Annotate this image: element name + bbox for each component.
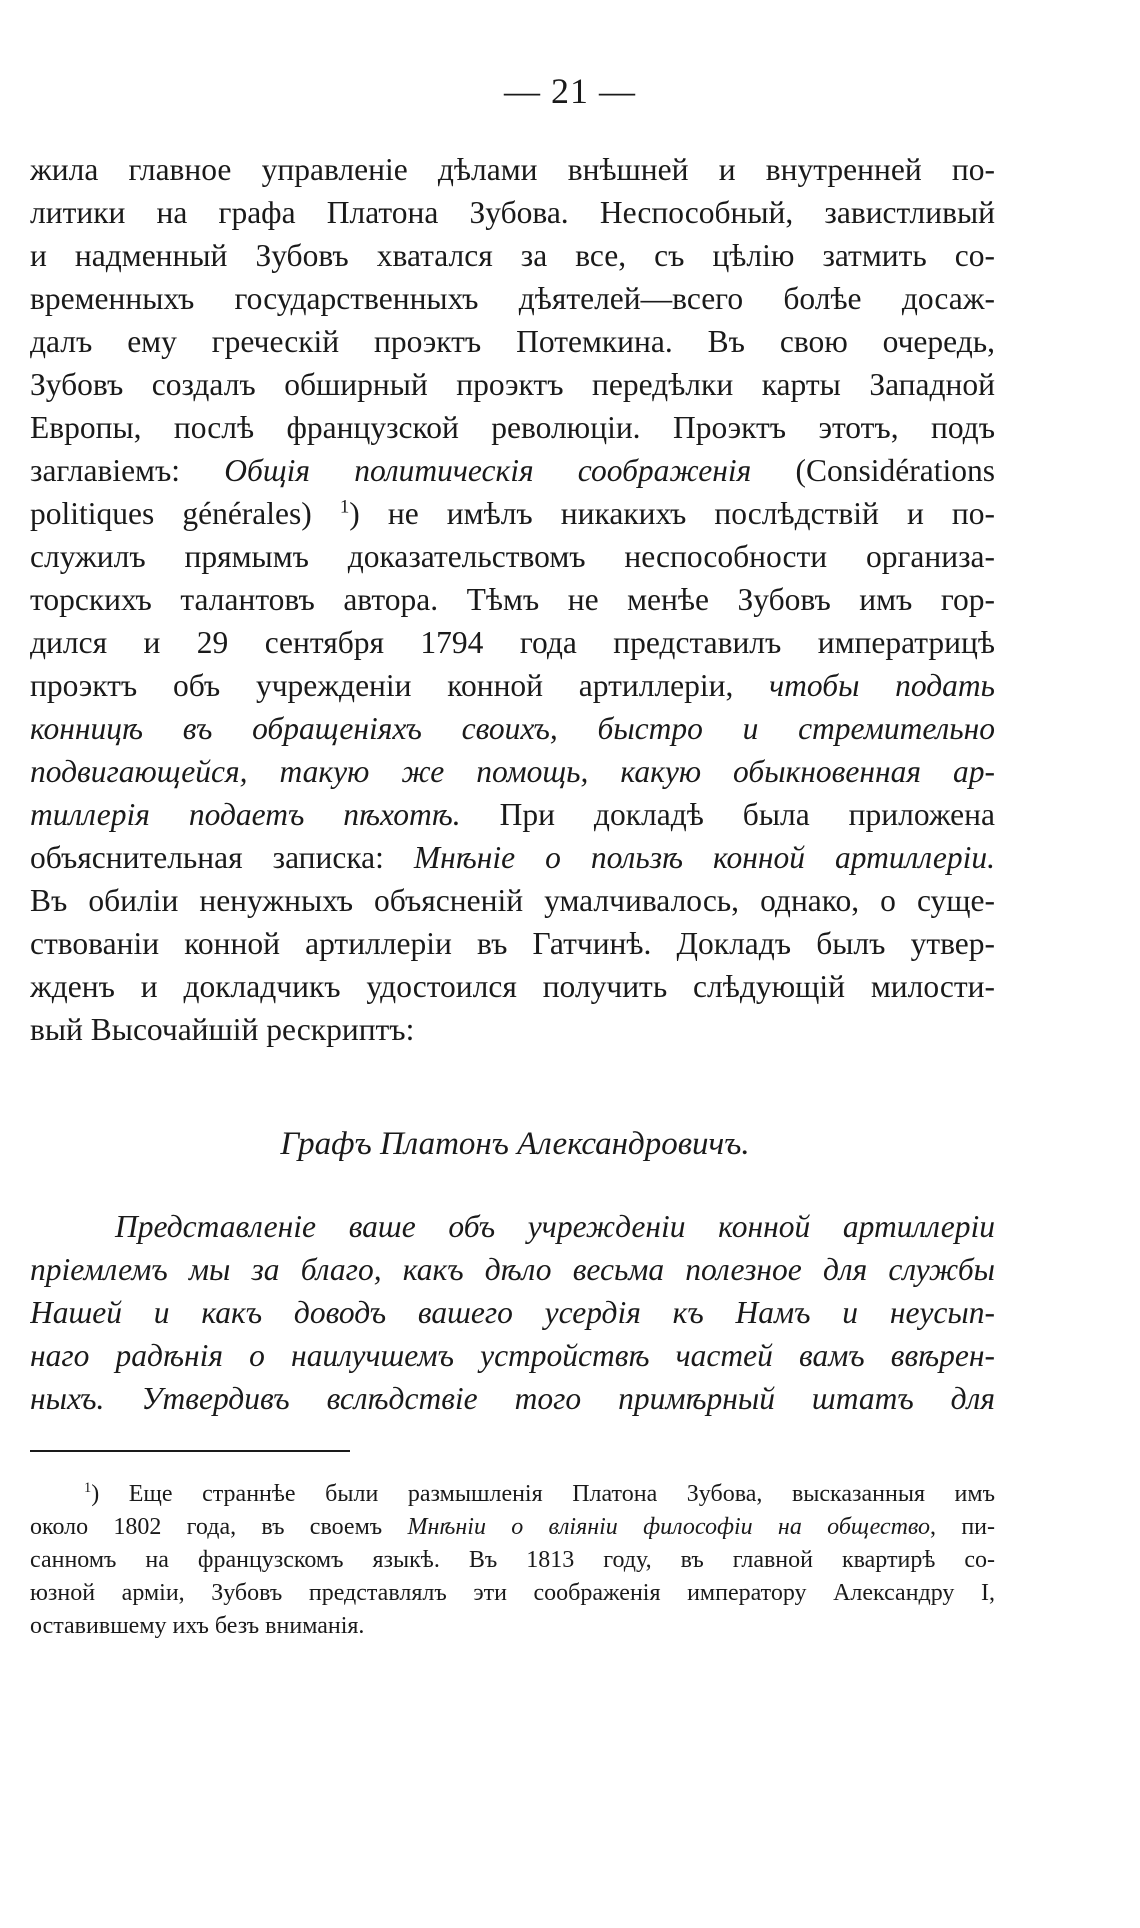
text-line: подвигающейся, такую же помощь, какую обыкновенная ар- xyxy=(30,754,995,789)
page-number: — 21 — xyxy=(504,71,636,111)
text-line: пріемлемъ мы за благо, какъ дѣло весьма полезное для службы xyxy=(30,1252,995,1287)
text-line: ныхъ. Утвердивъ вслѣдствіе того примѣрный штатъ для xyxy=(30,1381,995,1416)
text-line: Европы, послѣ французской революціи. Проэктъ этотъ, подъ xyxy=(30,410,995,445)
document-title-italic: Общія политическія соображенія xyxy=(224,453,752,488)
text-line: юзной арміи, Зубовъ представлялъ эти соображенія императору Александру I, xyxy=(30,1580,995,1606)
text-line: и надменный Зубовъ хватался за все, съ цѣлію затмить со- xyxy=(30,238,995,273)
text-line: вый Высочайшій рескриптъ: xyxy=(30,1012,415,1047)
text-line xyxy=(30,793,995,836)
text-line: служилъ прямымъ доказательствомъ неспособности организа- xyxy=(30,539,995,574)
text-line xyxy=(30,1511,995,1544)
text-line: санномъ на французскомъ языкѣ. Въ 1813 году, въ главной квартирѣ со- xyxy=(30,1547,995,1573)
text-run: ) не имѣлъ никакихъ послѣдствій и по- xyxy=(349,496,995,531)
text-run: проэктъ объ учрежденіи конной артиллеріи, xyxy=(30,668,770,703)
text-line: жила главное управленіе дѣлами внѣшней и внутренней по- xyxy=(30,152,995,187)
text-line: Представленіе ваше объ учрежденіи конной артиллеріи xyxy=(115,1209,995,1244)
text-line: оставившему ихъ безъ вниманія. xyxy=(30,1613,365,1639)
text-run: , пи- xyxy=(930,1514,995,1540)
footnote xyxy=(30,1478,995,1643)
text-line: далъ ему греческій проэктъ Потемкина. Въ свою очередь, xyxy=(30,324,995,359)
footnote-marker: 1 xyxy=(84,1480,92,1496)
text-line xyxy=(30,449,995,492)
text-line: Нашей и какъ доводъ вашего усердія къ Намъ и неусып- xyxy=(30,1295,995,1330)
text-line: наго радѣнія о наилучшемъ устройствѣ частей вамъ ввѣрен- xyxy=(30,1338,995,1373)
text-line xyxy=(30,664,995,707)
text-line: дился и 29 сентября 1794 года представилъ императрицѣ xyxy=(30,625,995,660)
quote-italic: чтобы подать xyxy=(769,668,995,703)
text-line xyxy=(30,836,995,879)
document-title-italic: Мнѣніи о вліяніи философіи на общество xyxy=(407,1514,931,1540)
footnote-divider xyxy=(30,1450,350,1452)
text-line: жденъ и докладчикъ удостоился получить слѣдующій милости- xyxy=(30,969,995,1004)
text-line: конницѣ въ обращеніяхъ своихъ, быстро и стремительно xyxy=(30,711,995,746)
text-line xyxy=(30,492,995,535)
text-run: около 1802 года, въ своемъ xyxy=(30,1514,408,1540)
rescript-salutation: Графъ Платонъ Александровичъ. xyxy=(280,1126,750,1162)
text-line: Въ обиліи ненужныхъ объясненій умалчивалось, однако, о суще- xyxy=(30,883,995,918)
text-line: торскихъ талантовъ автора. Тѣмъ не менѣе Зубовъ имъ гор- xyxy=(30,582,995,617)
text-run: ) Еще страннѣе были размышленія Платона Зубова, высказанныя имъ xyxy=(91,1481,995,1507)
rescript-text xyxy=(30,1205,995,1420)
text-line: временныхъ государственныхъ дѣятелей—всего болѣе досаж- xyxy=(30,281,995,316)
text-run: объяснительная записка: xyxy=(30,840,414,875)
text-run: (Considérations xyxy=(751,453,995,488)
text-line xyxy=(30,1478,995,1511)
quote-italic: тиллерія подаетъ пѣхотѣ. xyxy=(30,797,461,832)
text-run: При докладѣ была приложена xyxy=(460,797,995,832)
footnote-reference: 1 xyxy=(339,496,350,518)
document-title-italic: Мнѣніе о пользѣ конной артиллеріи. xyxy=(413,840,995,875)
text-run: заглавіемъ: xyxy=(30,453,225,488)
text-line: Зубовъ создалъ обширный проэктъ передѣлки карты Западной xyxy=(30,367,995,402)
text-line: ствованіи конной артиллеріи въ Гатчинѣ. Докладъ былъ утвер- xyxy=(30,926,995,961)
main-paragraph xyxy=(30,148,995,1051)
text-run: politiques générales) xyxy=(30,496,340,531)
text-line: литики на графа Платона Зубова. Неспособный, завистливый xyxy=(30,195,995,230)
